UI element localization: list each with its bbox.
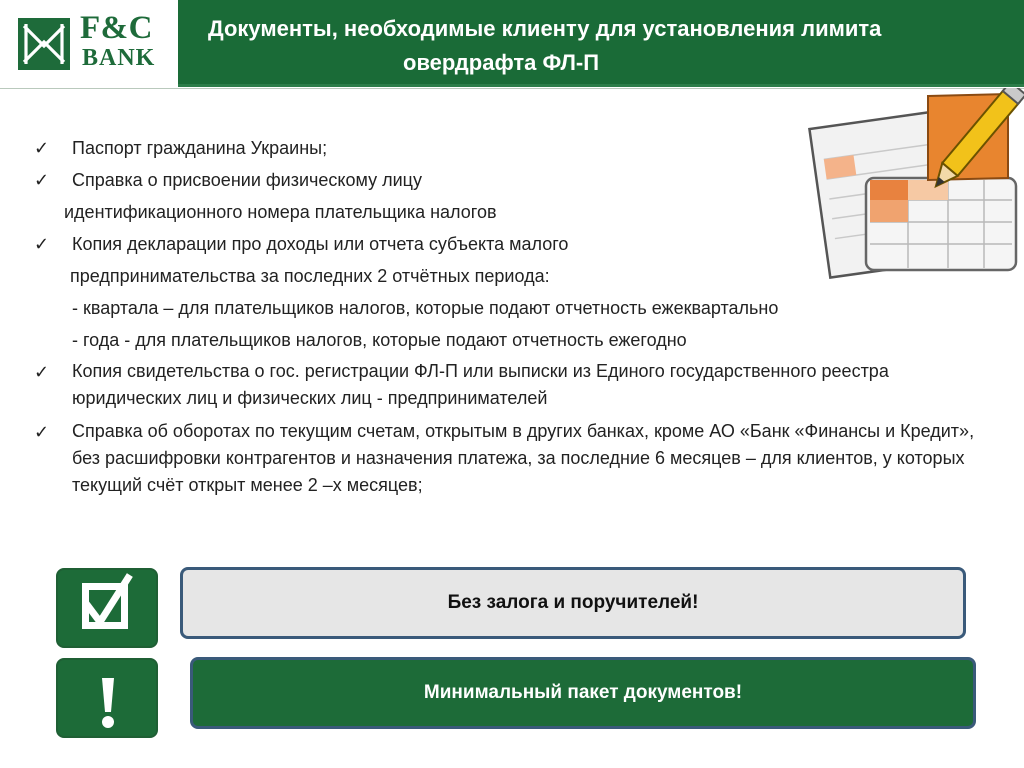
min-docs-banner — [190, 657, 976, 729]
list-item-continuation — [34, 260, 994, 292]
no-collateral-banner — [180, 567, 966, 639]
list-item — [34, 228, 994, 260]
exclamation-icon — [58, 660, 156, 736]
list-item-text: предпринимательства за последних 2 отчётных периода: — [70, 266, 550, 286]
logo-text-secondary: BANK — [82, 45, 156, 71]
check-icon: ✓ — [34, 138, 50, 158]
check-icon: ✓ — [34, 422, 50, 442]
logo — [0, 0, 178, 86]
checkbox-badge — [56, 568, 158, 648]
list-item — [34, 164, 994, 196]
list-item-text: идентификационного номера плательщика налогов — [64, 202, 497, 222]
check-icon: ✓ — [34, 234, 50, 254]
list-item — [34, 132, 994, 164]
exclamation-badge — [56, 658, 158, 738]
list-item-text: Копия декларации про доходы или отчета субъекта малого — [72, 234, 569, 254]
list-subitem-text: - квартала – для плательщиков налогов, которые подают отчетность ежеквартально — [72, 298, 779, 318]
checkbox-icon — [58, 570, 156, 646]
logo-text-primary: F&C — [80, 10, 153, 46]
header-divider — [178, 84, 1024, 87]
list-item-continuation — [34, 196, 994, 228]
page-title-line2: овердрафта ФЛ-П — [403, 50, 600, 75]
min-docs-text: Минимальный пакет документов! — [423, 682, 743, 703]
page-title — [178, 12, 1024, 80]
list-item — [34, 418, 994, 499]
list-item-text: Справка об оборотах по текущим счетам, открытым в других банках, кроме АО «Банк «Финансы и Кредит», без расшифровки контрагентов и назначения платежа, за последние 6 месяцев – для клиентов, у которых текущий счёт открыт менее 2 –х месяцев; — [72, 421, 975, 495]
list-subitem-text: - года - для плательщиков налогов, которые подают отчетность ежегодно — [72, 330, 687, 350]
check-icon: ✓ — [34, 170, 50, 190]
document-list — [34, 132, 994, 499]
list-item-text: Копия свидетельства о гос. регистрации ФЛ-П или выписки из Единого государственного реестра юридических лиц и физических лиц - предпринимателей — [72, 361, 889, 408]
list-subitem — [34, 292, 994, 324]
list-item-text: Паспорт гражданина Украины; — [72, 138, 328, 158]
page-title-line1: Документы, необходимые клиенту для установления лимита — [208, 16, 882, 41]
list-item-text: Справка о присвоении физическому лицу — [72, 170, 422, 190]
list-subitem — [34, 324, 994, 356]
bank-logo-icon — [18, 18, 70, 70]
no-collateral-text: Без залога и поручителей! — [447, 592, 699, 613]
check-icon: ✓ — [34, 362, 50, 382]
list-item — [34, 358, 994, 412]
